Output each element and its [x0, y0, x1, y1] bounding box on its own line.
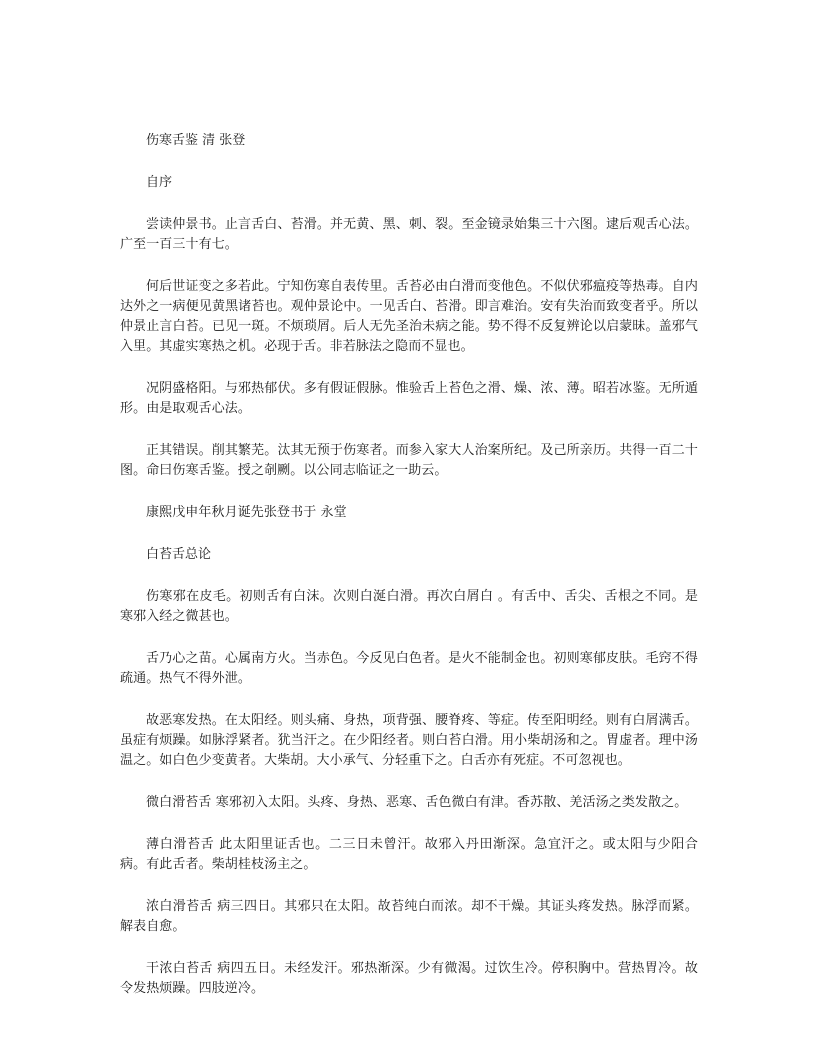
preface-signature: 康熙戊申年秋月诞先张登书于 永堂 [146, 505, 347, 520]
preface-paragraph: 正其错误。削其繁芜。汰其无预于伤寒者。而参入家大人治案所纪。及己所亲历。共得一百二十图。命曰伤寒舌鉴。授之剞劂。以公同志临证之一助云。 [120, 443, 698, 478]
preface-paragraph: 何后世证变之多若此。宁知伤寒自表传里。舌苔必由白滑而变他色。不似伏邪瘟疫等热毒。自内达外之一病便见黄黑诸苔也。观仲景论中。一见舌白、苔滑。即言难治。安有失治而致变者乎。所以仲景止言白苔。已见一斑。不烦琐屑。后人无先圣治未病之能。势不得不反复辨论以启蒙昧。盖邪气入里。其虚实寒热之机。必现于舌。非若脉法之隐而不显也。 [120, 279, 698, 354]
tongue-entry: 微白滑苔舌 寒邪初入太阳。头疼、身热、恶寒、舌色微白有津。香苏散、羌活汤之类发散之。 [146, 795, 688, 810]
section-paragraph: 舌乃心之苗。心属南方火。当赤色。今反见白色者。是火不能制金也。初则寒郁皮肤。毛窍不得疏通。热气不得外泄。 [120, 651, 698, 686]
section-heading: 白苔舌总论 [146, 547, 212, 562]
tongue-entry: 干浓白苔舌 病四五日。未经发汗。邪热渐深。少有微渴。过饮生冷。停积胸中。营热胃冷。故令发热烦躁。四肢逆冷。 [120, 961, 698, 996]
preface-paragraph: 尝读仲景书。止言舌白、苔滑。并无黄、黑、刺、裂。至金镜录始集三十六图。逮后观舌心法。广至一百三十有七。 [120, 217, 698, 252]
section-paragraph: 故恶寒发热。在太阳经。则头痛、身热，项背强、腰脊疼、等症。传至阳明经。则有白屑满舌。虽症有烦躁。如脉浮紧者。犹当汗之。在少阳经者。则白苔白滑。用小柴胡汤和之。胃虚者。理中汤温之。如白色少变黄者。大柴胡。大小承气、分轻重下之。白舌亦有死症。不可忽视也。 [120, 713, 698, 768]
preface-heading: 自序 [146, 175, 173, 190]
tongue-entry: 浓白滑苔舌 病三四日。其邪只在太阳。故苔纯白而浓。却不干燥。其证头疼发热。脉浮而紧。解表自愈。 [120, 899, 698, 934]
tongue-entry: 薄白滑苔舌 此太阳里证舌也。二三日未曾汗。故邪入丹田渐深。急宜汗之。或太阳与少阳合病。有此舌者。柴胡桂枝汤主之。 [120, 837, 698, 872]
section-paragraph: 伤寒邪在皮毛。初则舌有白沫。次则白涎白滑。再次白屑白 。有舌中、舌尖、舌根之不同。是寒邪入经之微甚也。 [120, 589, 698, 624]
document-body [120, 131, 698, 999]
preface-paragraph: 况阴盛格阳。与邪热郁伏。多有假证假脉。惟验舌上苔色之滑、燥、浓、薄。昭若冰鉴。无所遁形。由是取观舌心法。 [120, 381, 698, 416]
document-title: 伤寒舌鉴 清 张登 [146, 133, 246, 148]
